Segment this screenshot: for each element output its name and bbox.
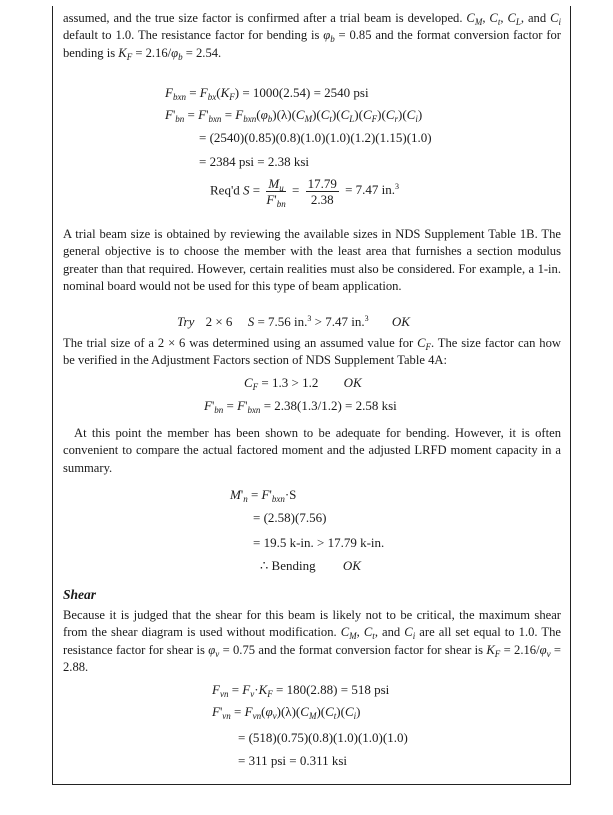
equation-trial-size: Try 2 × 6 S = 7.56 in.$^3$ > 7.47 in.$^3$ OK (177, 314, 410, 329)
equation-fbxn: $F_{bxn} = F_{bx}(K_F) = 1000(2.54) = 2540$ psi (165, 85, 369, 102)
paragraph-size-factor-check: The trial size of a 2 × 6 was determined using an assumed value for $C_F$. The size factor can how be verified in the Adjustment Factors section of NDS Supplement Table 4A: (63, 336, 561, 368)
equation-moment-capacity: $M'_n = F'_{bxn}\cdot S$ (230, 487, 297, 504)
paragraph-trial-beam: A trial beam size is obtained by reviewing the available sizes in NDS Supplement Table 1B. The general objective is to choose the member with the least area that furnishes a section modulus greater than that required. However, certain realities must also be considered. For example, a 1-in. nominal board would not be used for this type of beam application. (63, 227, 561, 293)
equation-fvn-adjusted: $F'_{vn} = F_{vn}(\varphi_v)(\lambda)(C_M)(C_t)(C_i)$ (212, 704, 361, 721)
equation-cf-check: $C_F = 1.3 > 1.2$ OK (244, 375, 362, 392)
equation-required-section-modulus: Req'd S = $\frac{M_u}{F'_{bn}}$ = $\frac{17.79}{2.38}$ = 7.47 in.$^3$ (210, 176, 400, 209)
paragraph-size-factor: assumed, and the true size factor is confirmed after a trial beam is developed. $C_M$, $C_t$, $C_L$, and $C_i$ default to 1.0. The resistance factor for bending is $\varphi_b = 0.85$ and the format conversion factor for bending is $K_F = 2.16/\varphi_b = 2.54$. (63, 11, 561, 62)
equation-fbn-substitution: = (2540)(0.85)(0.8)(1.0)(1.0)(1.2)(1.15)(1.0) (199, 130, 432, 145)
equation-moment-substitution: = (2.58)(7.56) (253, 510, 327, 525)
equation-fvn-result: = 311 psi = 0.311 ksi (238, 753, 348, 768)
equation-fvn-substitution: = (518)(0.75)(0.8)(1.0)(1.0)(1.0) (238, 730, 408, 745)
heading-shear: Shear (63, 587, 97, 602)
equation-bending-ok: ∴ Bending OK (260, 558, 361, 573)
equation-fvn: $F_{vn} = F_v\cdot K_F = 180(2.88) = 518$ psi (212, 682, 390, 699)
equation-fbn-updated: $F'_{bn} = F'_{bxn} = 2.38(1.3/1.2) = 2.58$ ksi (204, 398, 397, 415)
equation-fbn-result: = 2384 psi = 2.38 ksi (199, 154, 310, 169)
equation-fbn-adjusted: $F'_{bn} = F'_{bxn} = F_{bxn}(\varphi_b)(\lambda)(C_M)(C_t)(C_L)(C_F)(C_r)(C_i)$ (165, 107, 423, 124)
paragraph-moment-comparison: At this point the member has been shown to be adequate for bending. However, it is often convenient to compare the actual factored moment and the adjusted LRFD moment capacity in a summary. (63, 426, 561, 475)
paragraph-shear: Because it is judged that the shear for this beam is likely not to be critical, the maximum shear from the shear diagram is used without modification. $C_M$, $C_t$, and $C_i$ are all set equal to 1.0. The resistance factor for shear is $\varphi_v = 0.75$ and the format conversion factor for shear is $K_F = 2.16/\varphi_v = 2.88$. (63, 608, 561, 674)
equation-moment-result: = 19.5 k-in. > 17.79 k-in. (253, 535, 385, 550)
